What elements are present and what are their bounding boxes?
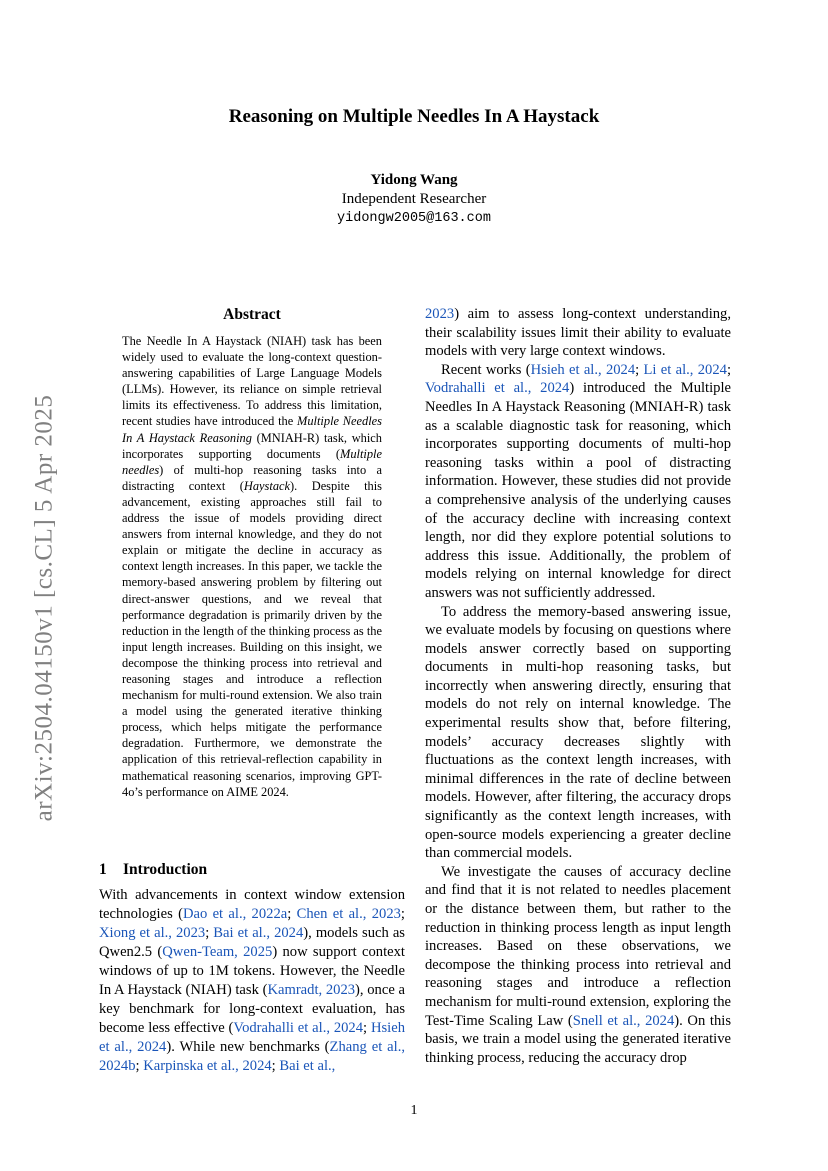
page-number: 1 bbox=[410, 1103, 418, 1118]
author-affiliation: Independent Researcher bbox=[341, 191, 487, 207]
section-number: 1 bbox=[99, 861, 107, 878]
citation-link[interactable]: Li et al., 2024 bbox=[643, 361, 727, 378]
citation-link[interactable]: Zhang et al., 2024b bbox=[99, 1039, 405, 1074]
citation-link[interactable]: Vodrahalli et al., 2024 bbox=[233, 1020, 364, 1036]
author-email[interactable]: yidongw2005@163.com bbox=[337, 211, 491, 226]
intro-paragraph-1: With advancements in context window extension technologies (Dao et al., 2022a; Chen et al., 2023; Xiong et al., 2023; Bai et al., 2024), models such as Qwen2.5 (Qwen-Team, 2025) now support context windows of up to 1M tokens. However, the Needle In A Haystack (NIAH) task (Kamradt, 2023), once a key benchmark for long-context evaluation, has become less effective (Vodrahalli et al., 2024; Hsieh et al., 2024). While new benchmarks (Zhang et al., 2024b; Karpinska et al., 2024; Bai et al., bbox=[99, 887, 405, 1074]
author-name: Yidong Wang bbox=[370, 172, 458, 188]
paper-title: Reasoning on Multiple Needles In A Haystack bbox=[228, 106, 600, 127]
intro-paragraph-4: We investigate the causes of accuracy decline and find that it is not related to needles placement or the distance between them, but rather to the reduction in thinking process length as input length increases. Based on these observations, we decompose the thinking process into retrieval and reasoning stages and introduce a reflection mechanism for multi-round extension, exploring the Test-Time Scaling Law (Snell et al., 2024). On this basis, we train a model using the generated iterative thinking process, reducing the accuracy drop bbox=[425, 863, 731, 1066]
intro-paragraph-3: To address the memory-based answering issue, we evaluate models by focusing on questions where models answer correctly based on supporting documents in multi-hop reasoning tasks, but incorrectly when answering directly, ensuring that models do not rely on internal knowledge. The experimental results show that, before filtering, models’ accuracy decreases slightly with fluctuations as the context length increases, with minimal differences in the rate of decline between models. However, after filtering, the accuracy drops significantly as the context length increases, with open-source models experiencing a greater decline than commercial models. bbox=[425, 603, 731, 862]
citation-link[interactable]: Dao et al., 2022a bbox=[182, 906, 288, 922]
section-heading-introduction bbox=[99, 861, 405, 879]
citation-link[interactable]: Kamradt, 2023 bbox=[267, 982, 356, 998]
citation-link[interactable]: Qwen-Team, 2025 bbox=[162, 944, 273, 960]
intro-left-column bbox=[99, 886, 405, 1076]
intro-paragraph-1-continued: 2023) aim to assess long-context understanding, their scalability issues limit their ability to evaluate models with very large context windows. bbox=[425, 306, 731, 360]
section-title: Introduction bbox=[123, 861, 208, 878]
citation-link[interactable]: Vodrahalli et al., 2024 bbox=[425, 380, 570, 397]
arxiv-stamp-text: arXiv:2504.04150v1 [cs.CL] 5 Apr 2025 bbox=[30, 394, 58, 821]
citation-link[interactable]: Hsieh et al., 2024 bbox=[99, 1020, 405, 1055]
abstract-body: The Needle In A Haystack (NIAH) task has been widely used to evaluate the long-context question-answering capabilities of Large Language Models (LLMs). However, its reliance on simple retrieval limits its effectiveness. To address this limitation, recent studies have introduced the Multiple Needles In A Haystack Reasoning (MNIAH-R) task, which incorporates supporting documents (Multiple needles) of multi-hop reasoning tasks into a distracting context (Haystack). Despite this advancement, existing approaches still fail to address the issue of models providing direct answers from internal knowledge, and they do not explain or mitigate the decline in accuracy as context length increases. In this paper, we tackle the memory-based answering problem by filtering out direct-answer questions, and we reveal that performance degradation is primarily driven by the reduction in the length of the thinking process as the input length increases. Building on this insight, we decompose the thinking process into retrieval and reasoning stages and introduce a reflection mechanism for multi-round extension. We also train a model using the generated iterative thinking process, which helps mitigate the performance degradation. Furthermore, we demonstrate the application of this retrieval-reflection capability in mathematical reasoning scenarios, improving GPT-4o’s performance on AIME 2024. bbox=[122, 334, 383, 799]
citation-link[interactable]: Bai et al., 2024 bbox=[213, 925, 304, 941]
citation-link[interactable]: 2023 bbox=[425, 306, 455, 322]
citation-link[interactable]: Xiong et al., 2023 bbox=[99, 925, 206, 941]
citation-link[interactable]: Karpinska et al., 2024 bbox=[143, 1058, 272, 1074]
intro-right-column bbox=[425, 305, 731, 1067]
citation-link[interactable]: Hsieh et al., 2024 bbox=[530, 361, 636, 378]
arxiv-identifier-stamp bbox=[8, 375, 80, 840]
intro-paragraph-2: Recent works (Hsieh et al., 2024; Li et al., 2024; Vodrahalli et al., 2024) introduced the Multiple Needles In A Haystack Reasoning (MNIAH-R) task as a scalable diagnostic task for reasoning, which incorporates supporting documents of multi-hop reasoning tasks within a pool of distracting information. However, these studies did not provide a comprehensive analysis of the underlying causes of the accuracy decline with increasing context length, nor did they explore potential solutions to address this issue. Additionally, the problem of models relying on internal knowledge for direct answers was not sufficiently addressed. bbox=[425, 361, 731, 601]
citation-link[interactable]: Bai et al., bbox=[279, 1058, 336, 1074]
abstract-heading: Abstract bbox=[223, 306, 281, 323]
citation-link[interactable]: Chen et al., 2023 bbox=[296, 906, 401, 922]
citation-link[interactable]: Snell et al., 2024 bbox=[572, 1012, 675, 1029]
